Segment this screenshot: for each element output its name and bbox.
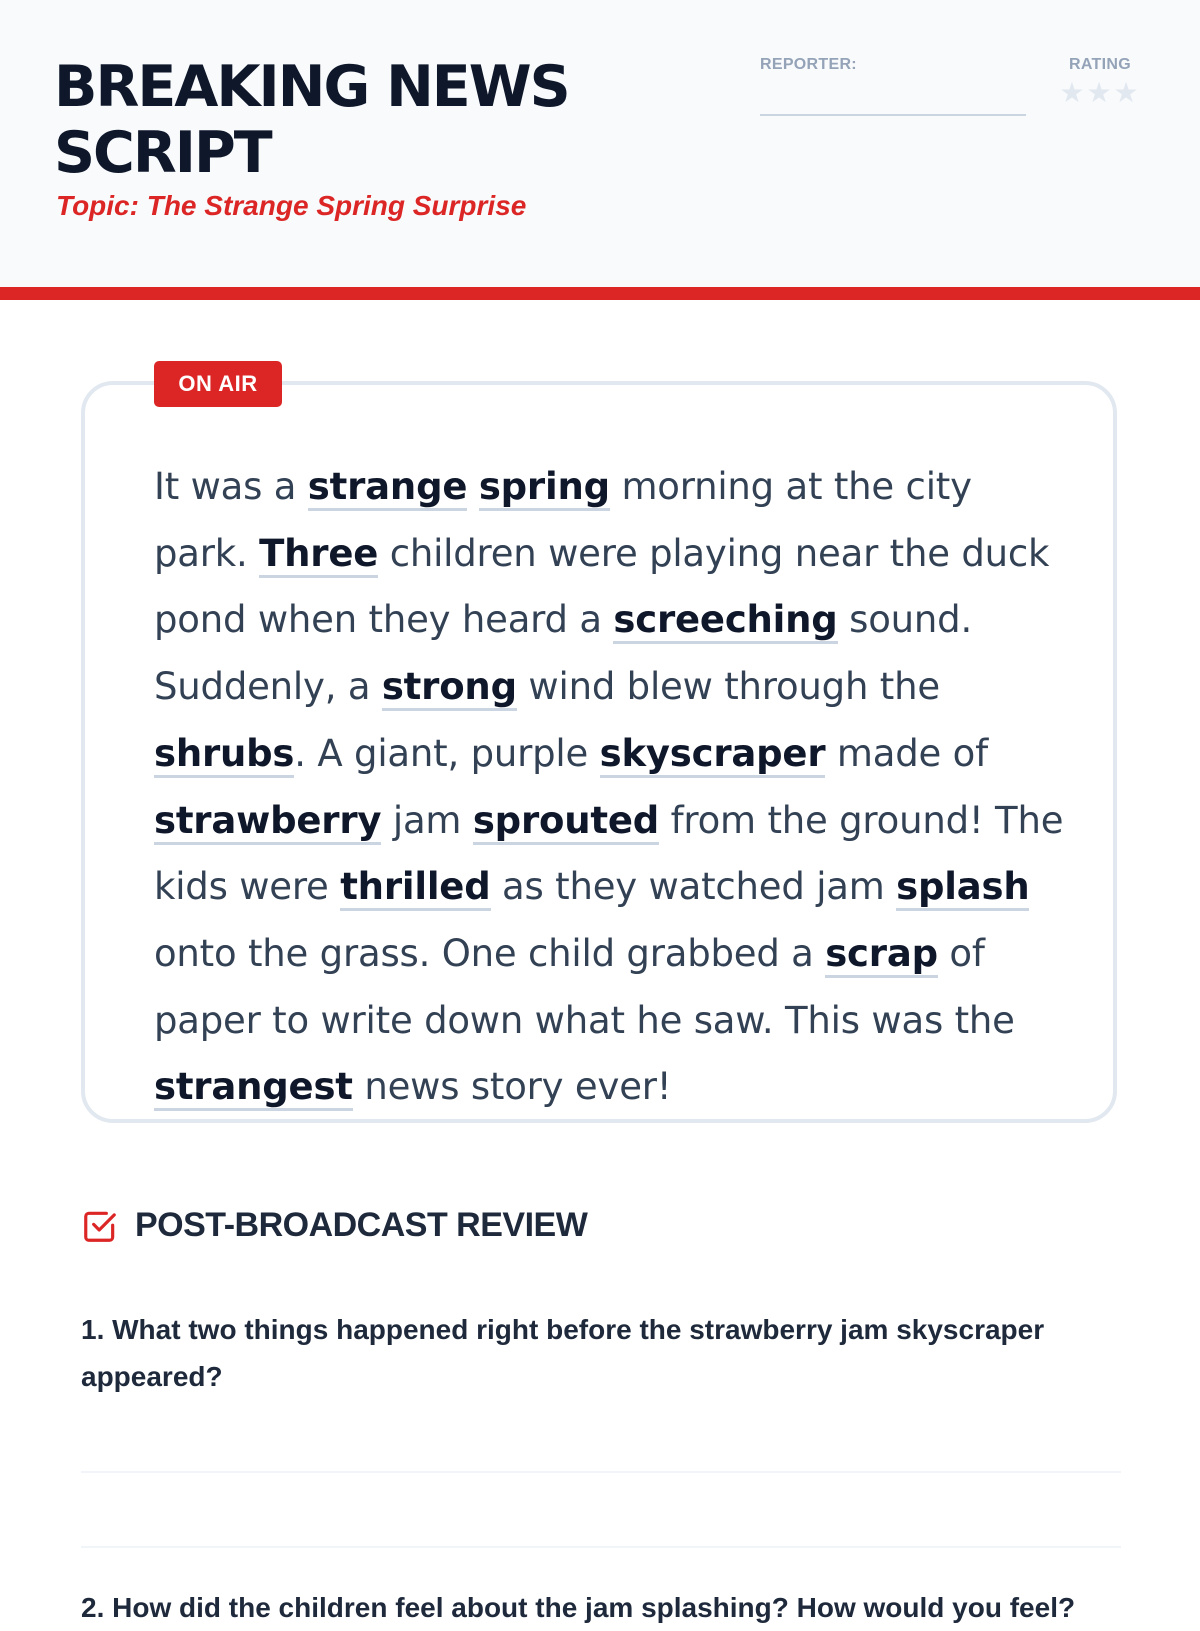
rating-label: RATING xyxy=(1069,56,1131,73)
header xyxy=(0,0,1200,300)
question-2: 2. How did the children feel about the jam splashing? How would you feel? xyxy=(81,1592,1076,1623)
keyword-shrubs: shrubs xyxy=(154,732,294,778)
reporter-input-line[interactable] xyxy=(760,102,1026,116)
keyword-screeching: screeching xyxy=(613,598,837,644)
keyword-skyscraper: skyscraper xyxy=(600,732,826,778)
keyword-strawberry: strawberry xyxy=(154,799,381,845)
keyword-strong: strong xyxy=(382,665,517,711)
star-icon[interactable]: ★ xyxy=(1113,77,1141,108)
checkbox-checked-icon xyxy=(81,1207,119,1245)
keyword-scrap: scrap xyxy=(825,932,938,978)
keyword-strange: strange xyxy=(308,465,467,511)
keyword-sprouted: sprouted xyxy=(473,799,659,845)
answer-line[interactable] xyxy=(81,1546,1121,1548)
review-heading xyxy=(81,1206,587,1245)
reporter-label: REPORTER: xyxy=(760,56,857,73)
keyword-thrilled: thrilled xyxy=(340,865,490,911)
rating-stars[interactable] xyxy=(1050,78,1150,108)
rating xyxy=(1050,56,1150,108)
page-title: BREAKING NEWS SCRIPT xyxy=(54,54,569,186)
keyword-three: Three xyxy=(259,532,378,578)
question-1: 1. What two things happened right before the strawberry jam skyscraper appeared? xyxy=(81,1314,1045,1392)
answer-line[interactable] xyxy=(81,1471,1121,1473)
reporter-field[interactable] xyxy=(760,56,1026,116)
keyword-strangest: strangest xyxy=(154,1065,353,1111)
star-icon[interactable]: ★ xyxy=(1059,77,1087,108)
topic-subtitle: Topic: The Strange Spring Surprise xyxy=(56,190,527,221)
keyword-splash: splash xyxy=(896,865,1029,911)
on-air-badge: ON AIR xyxy=(154,361,282,407)
star-icon[interactable]: ★ xyxy=(1086,77,1114,108)
keyword-spring: spring xyxy=(479,465,610,511)
review-title: POST-BROADCAST REVIEW xyxy=(135,1206,588,1244)
story-text: It was a strange spring morning at the city park. Three children were playing near the duck pond when they heard a screeching sound. Suddenly, a strong wind blew through the shrubs. A giant, purple skyscraper made of strawberry jam sprouted from the ground! The kids were thrilled as they watched jam splash onto the grass. One child grabbed a scrap of paper to write down what he saw. This was the strangest news story ever! xyxy=(154,454,1064,1121)
